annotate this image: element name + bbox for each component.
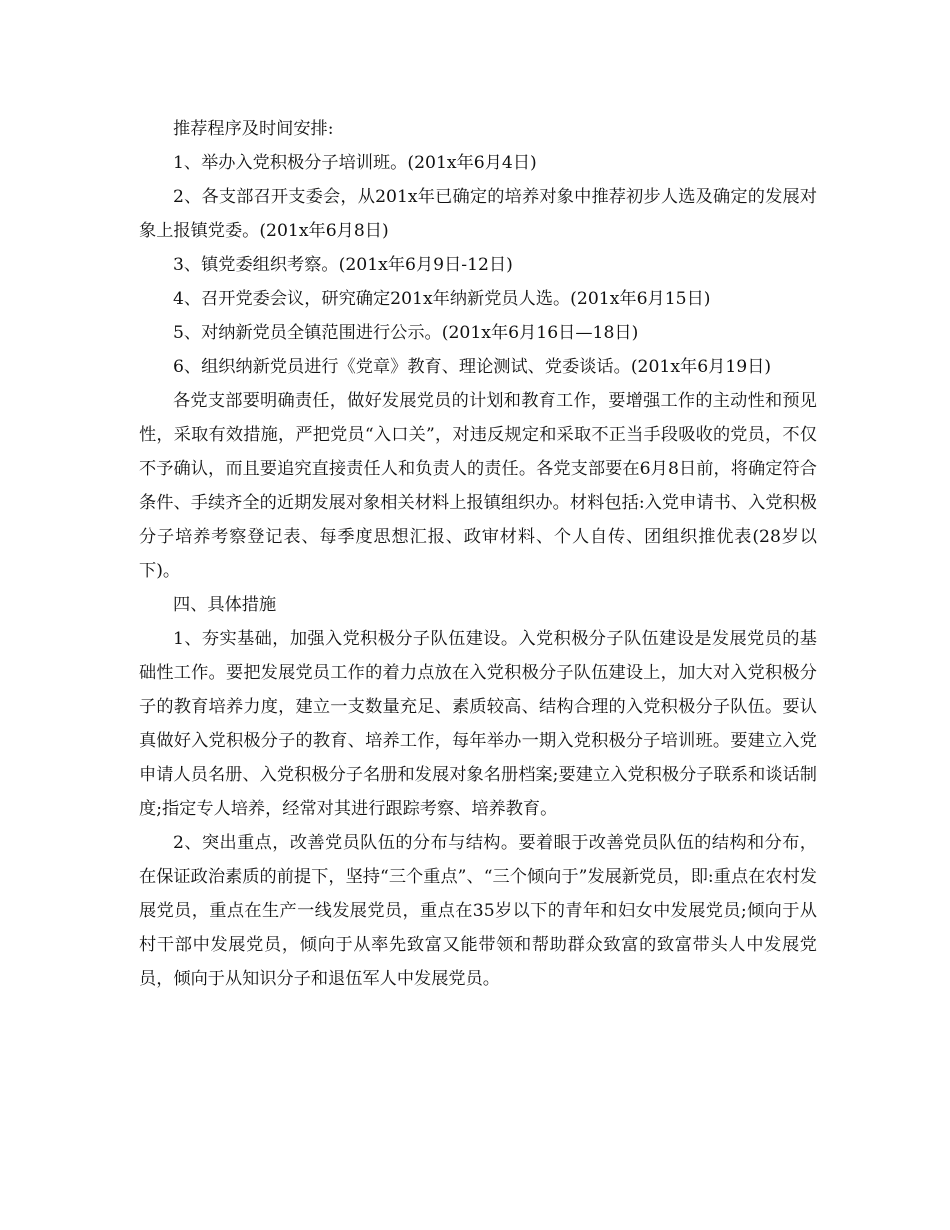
procedure-step-3: 3、镇党委组织考察。(201x年6月9日-12日): [173, 255, 513, 275]
procedure-step-1: 1、举办入党积极分子培训班。(201x年6月4日): [173, 153, 537, 173]
procedure-heading: 推荐程序及时间安排:: [173, 119, 334, 139]
measure-2-paragraph: 2、突出重点，改善党员队伍的分布与结构。要着眼于改善党员队伍的结构和分布，在保证政治素质的前提下，坚持“三个重点”、“三个倾向于”发展新党员，即:重点在农村发展党员，重点在生产一线发展党员，重点在35岁以下的青年和妇女中发展党员;倾向于从村干部中发展党员，倾向于从率先致富又能带领和帮助群众致富的致富带头人中发展党员，倾向于从知识分子和退伍军人中发展党员。: [139, 833, 817, 989]
procedure-step-4: 4、召开党委会议，研究确定201x年纳新党员人选。(201x年6月15日): [173, 289, 711, 309]
responsibility-paragraph: 各党支部要明确责任，做好发展党员的计划和教育工作，要增强工作的主动性和预见性，采取有效措施，严把党员“入口关”，对违反规定和采取不正当手段吸收的党员，不仅不予确认，而且要追究直接责任人和负责人的责任。各党支部要在6月8日前，将确定符合条件、手续齐全的近期发展对象相关材料上报镇组织办。材料包括:入党申请书、入党积极分子培养考察登记表、每季度思想汇报、政审材料、个人自传、团组织推优表(28岁以下)。: [139, 391, 817, 581]
document-page: [139, 112, 817, 996]
procedure-step-2: 2、各支部召开支委会，从201x年已确定的培养对象中推荐初步人选及确定的发展对象上报镇党委。(201x年6月8日): [139, 187, 817, 241]
measure-1-paragraph: 1、夯实基础，加强入党积极分子队伍建设。入党积极分子队伍建设是发展党员的基础性工作。要把发展党员工作的着力点放在入党积极分子队伍建设上，加大对入党积极分子的教育培养力度，建立一支数量充足、素质较高、结构合理的入党积极分子队伍。要认真做好入党积极分子的教育、培养工作，每年举办一期入党积极分子培训班。要建立入党申请人员名册、入党积极分子名册和发展对象名册档案;要建立入党积极分子联系和谈话制度;指定专人培养，经常对其进行跟踪考察、培养教育。: [139, 629, 817, 819]
procedure-step-5: 5、对纳新党员全镇范围进行公示。(201x年6月16日—18日): [173, 323, 639, 343]
section-heading-measures: 四、具体措施: [173, 595, 277, 615]
procedure-step-6: 6、组织纳新党员进行《党章》教育、理论测试、党委谈话。(201x年6月19日): [173, 357, 772, 377]
